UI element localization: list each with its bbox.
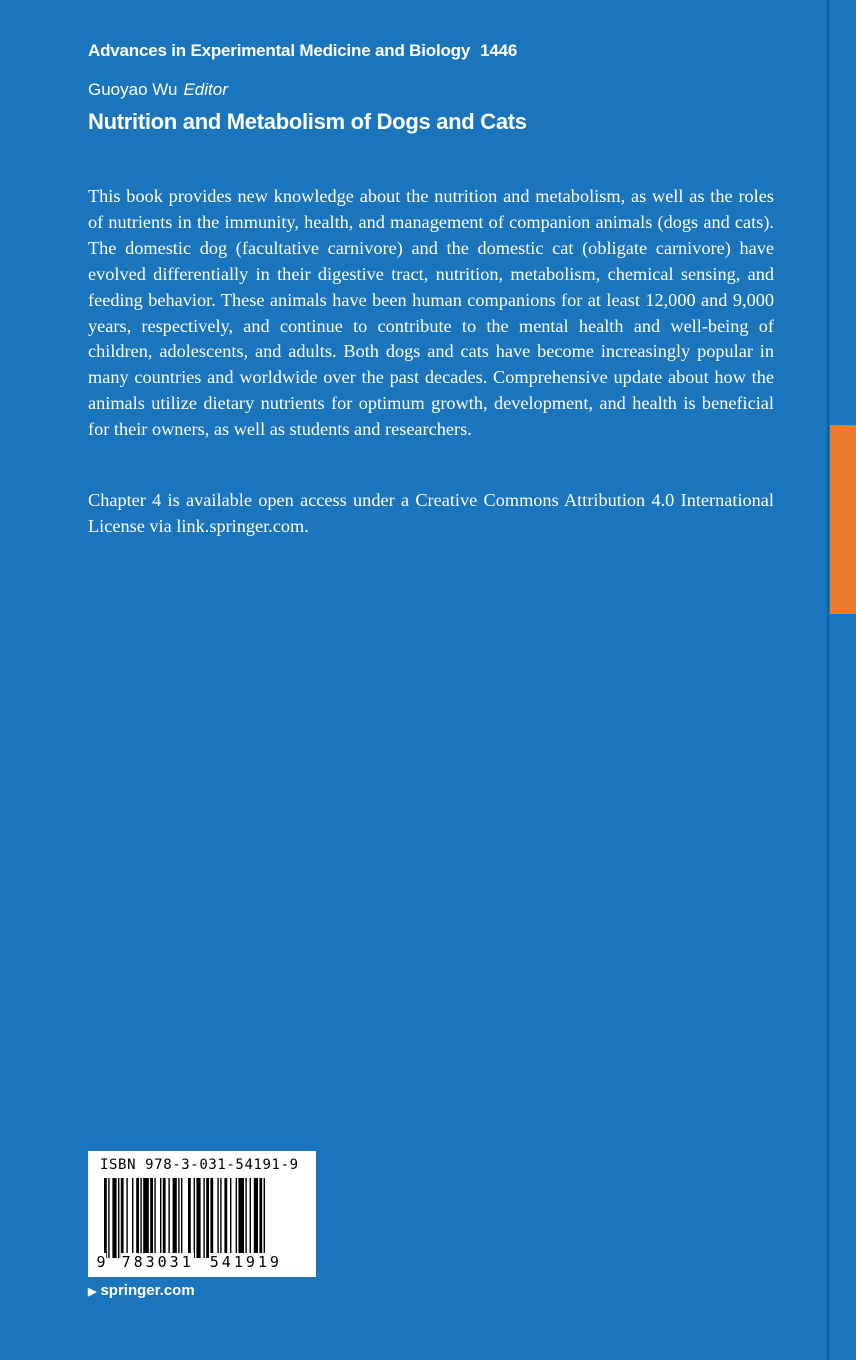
barcode-bar <box>168 1178 169 1258</box>
spine-edge <box>827 0 829 1360</box>
isbn-barcode <box>88 1151 316 1277</box>
barcode-bar <box>259 1178 262 1258</box>
barcode-bar <box>118 1178 119 1258</box>
publisher-link[interactable] <box>88 1282 195 1299</box>
barcode-bar <box>140 1178 141 1258</box>
isbn-label: ISBN 978-3-031-54191-9 <box>100 1157 299 1173</box>
barcode-bar <box>104 1178 107 1258</box>
barcode-bar <box>236 1178 237 1258</box>
barcode-digits-right: 541919 <box>209 1253 282 1271</box>
book-description: This book provides new knowledge about the nutrition and metabolism, as well as the roles of nutrients in the immunity, health, and management of companion animals (dogs and cats). The domestic dog (facultative carnivore) and the domestic cat (obligate carnivore) have evolved differentially in their digestive tract, nutrition, metabolism, chemical sensing, and feeding behavior. These animals have been human companions for at least 12,000 and 9,000 years, respectively, and continue to contribute to the mental health and well-being of children, adolescents, and adults. Both dogs and cats have become increasingly popular in many countries and worldwide over the past decades. Comprehensive update about how the animals utilize dietary nutrients for optimum growth, development, and health is beneficial for their owners, as well as students and researchers. <box>88 186 774 440</box>
barcode-bar <box>196 1178 200 1258</box>
barcode-bar <box>238 1178 244 1258</box>
barcode-bar <box>160 1178 161 1258</box>
barcode-bar <box>203 1178 204 1258</box>
series-title <box>88 41 517 61</box>
play-arrow-icon: ▶ <box>88 1286 97 1298</box>
editor-line <box>88 80 228 100</box>
book-title: Nutrition and Metabolism of Dogs and Cats <box>88 109 527 134</box>
barcode-bar <box>108 1178 109 1258</box>
barcode-bar <box>254 1178 258 1258</box>
barcode-digits-left: 783031 <box>121 1253 194 1271</box>
barcode-bar <box>220 1178 221 1258</box>
barcode-bar <box>143 1178 149 1258</box>
open-access-note: Chapter 4 is available open access under a Creative Commons Attribution 4.0 International License via link.springer.com. <box>88 490 774 536</box>
barcode-bar <box>132 1178 133 1258</box>
barcode-bar <box>194 1178 195 1258</box>
barcode-digit-first: 9 <box>96 1253 106 1271</box>
barcode-bar <box>173 1178 177 1258</box>
barcode-bar <box>112 1178 116 1258</box>
barcode-bar <box>181 1178 182 1258</box>
barcode-bar <box>217 1178 218 1258</box>
publisher-url: springer.com <box>100 1282 195 1299</box>
barcode-bar <box>210 1178 213 1258</box>
barcode-bar <box>126 1178 127 1258</box>
barcode-digits <box>96 1253 282 1271</box>
editor-name: Guoyao Wu <box>88 80 178 99</box>
barcode-bar <box>224 1178 227 1258</box>
barcode-bar <box>150 1178 153 1258</box>
barcode-bar <box>250 1178 251 1258</box>
barcode-bar <box>188 1178 191 1258</box>
barcode-bar <box>178 1178 179 1258</box>
barcode-bar <box>121 1178 124 1258</box>
series-name: Advances in Experimental Medicine and Biology <box>88 41 471 60</box>
barcode-bar <box>154 1178 155 1258</box>
barcode-bar <box>230 1178 231 1258</box>
editor-role: Editor <box>183 80 228 99</box>
barcode-bar <box>245 1178 246 1258</box>
barcode-bar <box>206 1178 209 1258</box>
barcode-bar <box>136 1178 139 1258</box>
spine-color-tab <box>830 425 856 614</box>
series-volume: 1446 <box>480 41 518 60</box>
barcode-bar <box>264 1178 265 1258</box>
barcode-bar <box>163 1178 166 1258</box>
